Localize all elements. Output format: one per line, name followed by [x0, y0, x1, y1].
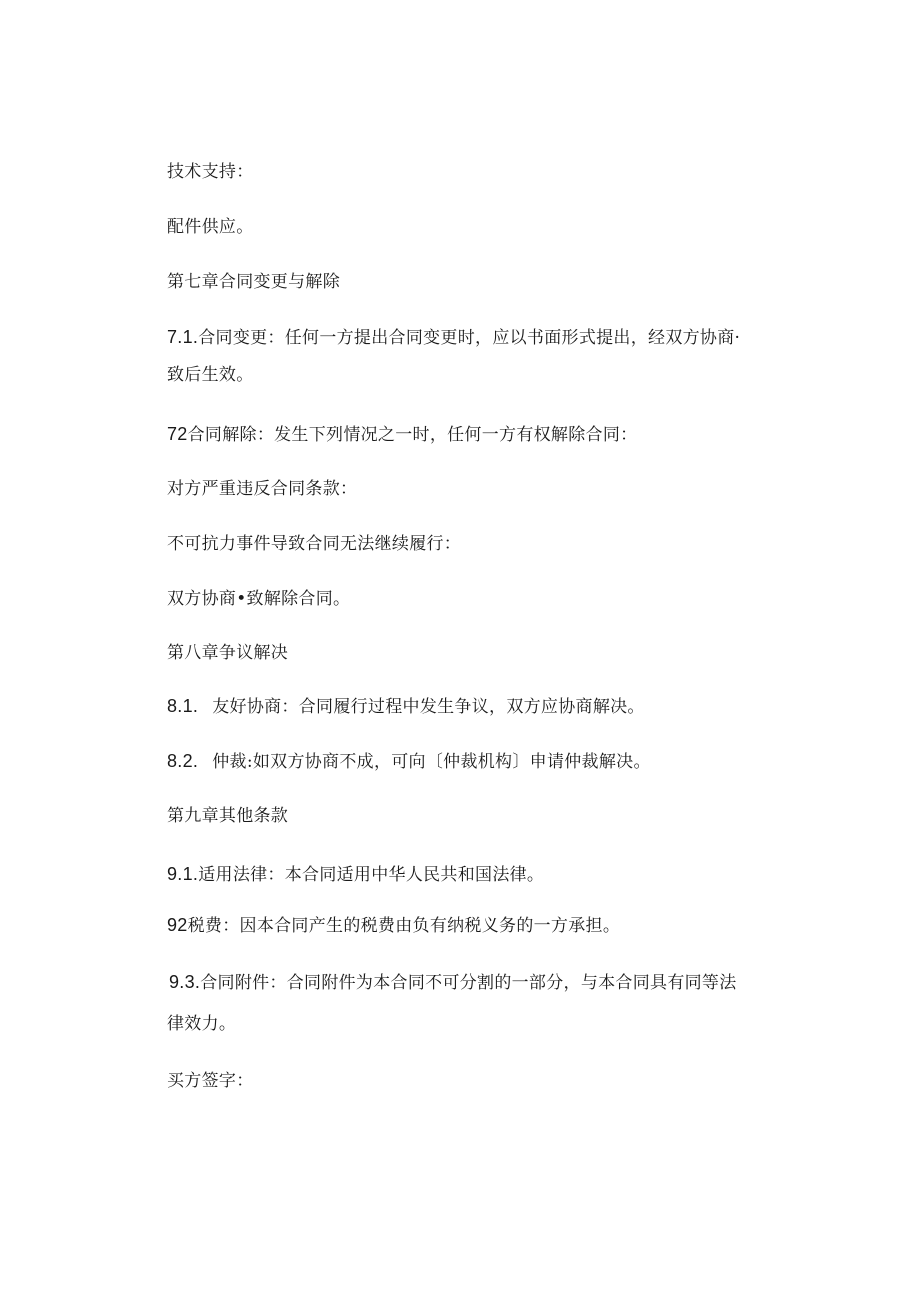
- clause-text: 合同解除：发生下列情况之一时，任何一方有权解除合同：: [187, 425, 638, 445]
- clause-8-2: [167, 751, 651, 772]
- clause-number: 7.1.: [167, 327, 199, 347]
- clause-9-2: [167, 915, 620, 936]
- clause-7-2: [167, 424, 637, 445]
- paragraph-technical-support: [167, 162, 254, 182]
- clause-7-1: [167, 327, 740, 348]
- clause-text-continued: 律效力。: [167, 1014, 237, 1034]
- list-item-text: 双方协商•致解除合同。: [167, 589, 351, 609]
- clause-number: 9.1.: [167, 864, 199, 884]
- clause-9-3-continuation: [167, 1014, 236, 1034]
- clause-text: 友好协商：合同履行过程中发生争议，双方应协商解决。: [212, 697, 645, 717]
- chapter-title: 第八章争议解决: [167, 643, 289, 663]
- clause-number: 8.2.: [167, 751, 199, 771]
- clause-text-continued: 致后生效。: [167, 365, 254, 385]
- paragraph-text: 技术支持：: [167, 162, 254, 182]
- paragraph-text: 配件供应。: [167, 217, 254, 237]
- list-item-mutual-termination: [167, 589, 350, 609]
- signature-label-text: 买方签字：: [167, 1071, 254, 1091]
- chapter-title: 第九章其他条款: [167, 806, 289, 826]
- chapter-8-heading: [167, 643, 288, 663]
- list-item-force-majeure: [167, 534, 461, 554]
- chapter-7-heading: [167, 272, 340, 292]
- clause-number: 72: [167, 424, 188, 444]
- chapter-9-heading: [167, 806, 288, 826]
- clause-text: 合同附件：合同附件为本合同不可分割的一部分，与本合同具有同等法: [200, 973, 737, 993]
- list-item-text: 不可抗力事件导致合同无法继续履行：: [167, 534, 462, 554]
- clause-9-1: [167, 864, 544, 885]
- paragraph-parts-supply: [167, 217, 254, 237]
- clause-number: 8.1.: [167, 696, 199, 716]
- clause-number: 9.3.: [169, 972, 201, 992]
- clause-text: 合同变更：任何一方提出合同变更时，应以书面形式提出，经双方协商·: [198, 328, 741, 348]
- list-item-text: 对方严重违反合同条款：: [167, 479, 358, 499]
- clause-9-3: [169, 972, 737, 993]
- clause-text: 适用法律：本合同适用中华人民共和国法律。: [198, 865, 545, 885]
- buyer-signature-label: [167, 1071, 254, 1091]
- clause-number: 92: [167, 915, 188, 935]
- list-item-breach: [167, 479, 357, 499]
- clause-8-1: [167, 696, 645, 717]
- clause-text: 税费：因本合同产生的税费由负有纳税义务的一方承担。: [187, 916, 621, 936]
- clause-7-1-continuation: [167, 365, 254, 385]
- clause-text: 仲裁:如双方协商不成，可向〔仲裁机构〕申请仲裁解决。: [212, 752, 651, 772]
- chapter-title: 第七章合同变更与解除: [167, 272, 340, 292]
